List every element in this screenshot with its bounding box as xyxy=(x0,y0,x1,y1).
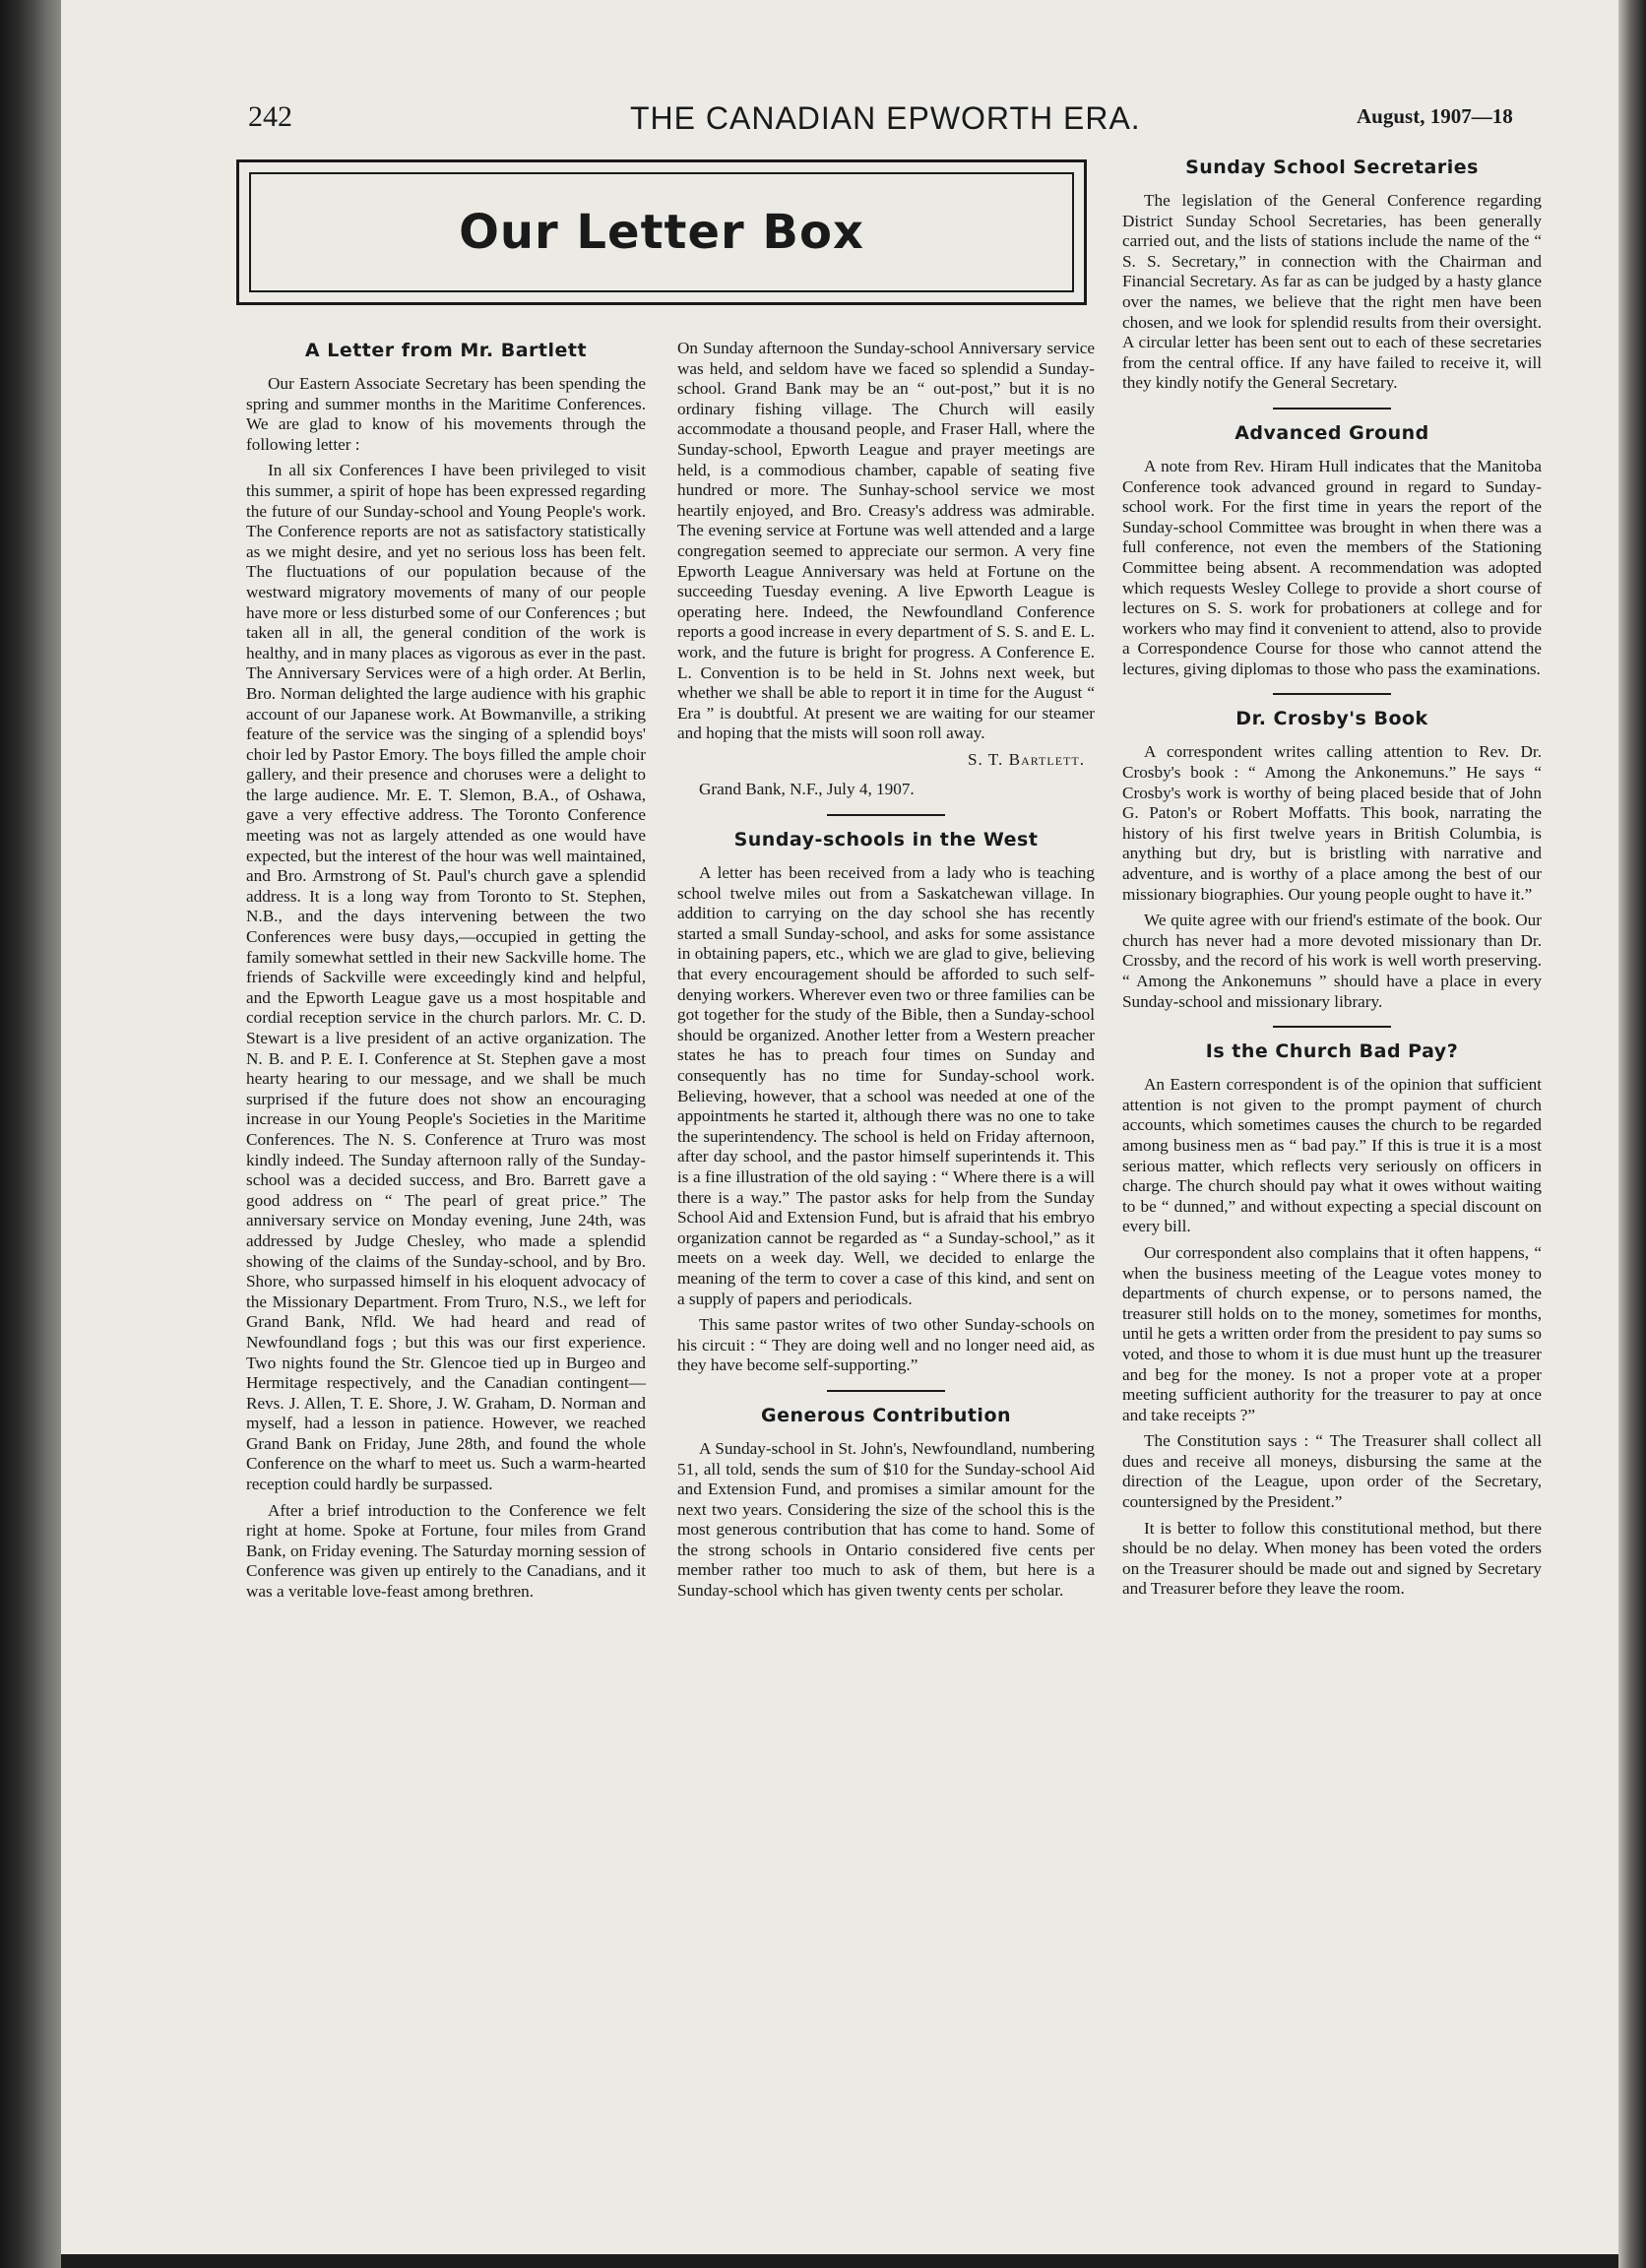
article-paragraph: We quite agree with our friend's estimate of the book. Our church has never had a more devoted missionary than Dr. Crossby, and the record of his work is well worth preserving. “ Among the Ankonemuns ” should have a place in every Sunday-school and missionary library. xyxy=(1122,911,1542,1011)
publication-title: THE CANADIAN EPWORTH ERA. xyxy=(630,100,1141,136)
article-title-bartlett: A Letter from Mr. Bartlett xyxy=(304,340,588,361)
issue-date: August, 1907—18 xyxy=(1357,104,1513,128)
article-paragraph: Our Eastern Associate Secretary has been spending the spring and summer months in the Maritime Conferences. We are glad to know of his movements through the following letter : xyxy=(246,374,646,454)
divider xyxy=(827,1390,945,1392)
article-paragraph: The Constitution says : “ The Treasurer shall collect all dues and receive all moneys, disbursing the same at the direction of the League, upon order of the Secretary, countersigned by the President.” xyxy=(1122,1431,1542,1512)
article-paragraph: In all six Conferences I have been privileged to visit this summer, a spirit of hope has been expressed regarding the future of our Sunday-school and Young People's work. The Conference reports are not as satisfactory statistically as we might desire, and yet no serious loss has been felt. The fluctuations of our population because of the westward migratory movements of many of our people have more or less disturbed some of our Conferences ; but taken all in all, the general condition of the work is healthy, and in many places as vigorous as ever in the past. The Anniversary Services were of a high order. At Berlin, Bro. Norman delighted the large audience with his graphic account of our Japanese work. At Bowmanville, a striking feature of the service was the singing of a splendid boys' choir led by Pastor Emory. The boys filled the ample choir gallery, and their presence and choruses were a delight to the large audience. Mr. E. T. Slemon, B.A., of Oshawa, gave a very effective address. The Toronto Conference meeting was not as largely attended as one would have expected, but the interest of the hour was well maintained, and Bro. Armstrong of St. Paul's church gave a splendid address. It is a long way from Toronto to St. Stephen, N.B., and the days intervening between the two Conferences were busy days,—occupied in getting the family somewhat settled in their new Sackville home. The friends of Sackville were exceedingly kind and helpful, and the Epworth League gave us a most hospitable and cordial reception service in the church parlors. Mr. C. D. Stewart is a live president of an active organization. The N. B. and P. E. I. Conference at St. Stephen gave a most hearty hearing to our message, and we shall be much surprised if the future does not show an encouraging increase in our Young People's Societies in the Maritime Conferences. The N. S. Conference at Truro was most kindly indeed. The Sunday afternoon rally of the Sunday-school was a decided success, and Bro. Barrett gave a good address on “ The pearl of great price.” The anniversary service on Monday evening, June 24th, was addressed by Judge Chesley, who made a splendid showing of the claims of the Sunday-school, and by Bro. Shore, who surpassed himself in his eloquent advocacy of the Missionary Department. From Truro, N.S., we left for Grand Bank, Nfld. We had heard and read of Newfoundland fogs ; but this was our first experience. Two nights found the Str. Glencoe tied up in Burgeo and Hermitage respectively, and the Canadian contingent—Revs. J. Allen, T. E. Shore, J. W. Graham, D. Norman and myself, had a lesson in patience. However, we reached Grand Bank on Friday, June 28th, and found the whole Conference on the wharf to meet us. Such a warm-hearted reception could hardly be surpassed. xyxy=(246,461,646,1494)
divider xyxy=(1273,1026,1391,1028)
column-1 xyxy=(246,339,646,1608)
section-title-box xyxy=(236,159,1087,305)
article-paragraph: Our correspondent also complains that it often happens, “ when the business meeting of the League votes money to departments of church expense, or to persons named, the treasurer still holds on to the money, sometimes for months, until he gets a written order from the president to pay sums so voted, and those to whom it is due must hunt up the treasurer and beg for the money. Is not a proper vote at a proper meeting sufficient authority for the treasurer to pay at once and take receipts ?” xyxy=(1122,1242,1542,1424)
article-paragraph: An Eastern correspondent is of the opinion that sufficient attention is not given to the prompt payment of church accounts, which sometimes causes the church to be regarded among business men as “ bad pay.” If this is true it is a most serious matter, which reflects very seriously on officers in charge. The church should pay what it owes without waiting to be “ dunned,” and without expecting a special discount on every bill. xyxy=(1122,1075,1542,1236)
column-3 xyxy=(1122,156,1542,1606)
divider xyxy=(1273,693,1391,695)
page-number: 242 xyxy=(248,100,292,133)
page-bottom-edge xyxy=(61,2254,1618,2268)
dateline: Grand Bank, N.F., July 4, 1907. xyxy=(699,780,915,799)
page-edge xyxy=(1618,0,1646,2268)
article-paragraph: A correspondent writes calling attention to Rev. Dr. Crosby's book : “ Among the Ankonemuns.” He says “ Crosby's work is worthy of being placed beside that of John G. Paton's or Robert Moffatts. This book, narrating the history of his first twelve years in British Columbia, is anything but dry, but is bristling with narrative and adventure, and is worthy of a place among the best of our missionary biographies. Our young people ought to have it.” xyxy=(1122,742,1542,904)
article-paragraph: The legislation of the General Conference regarding District Sunday School Secretaries, has been generally carried out, and the lists of stations include the name of the “ S. S. Secretary,” in connection with the Chairman and Financial Secretary. As far as can be judged by a hasty glance over the names, we believe that the right men have been chosen, and we look for splendid results from their oversight. A circular letter has been sent out to each of these secretaries from the central office. If any have failed to receive it, will they kindly notify the General Secretary. xyxy=(1122,191,1542,393)
article-title-advanced: Advanced Ground xyxy=(1234,421,1429,444)
article-title-generous: Generous Contribution xyxy=(760,1404,1012,1426)
article-paragraph: It is better to follow this constitutional method, but there should be no delay. When money has been voted the orders on the Treasurer should be made out and signed by Secretary and Treasurer before they leave the room. xyxy=(1122,1518,1542,1599)
book-binding xyxy=(0,0,61,2268)
divider xyxy=(1273,408,1391,410)
article-paragraph: A letter has been received from a lady who is teaching school twelve miles out from a Saskatchewan village. In addition to carrying on the day school she has recently started a small Sunday-school, and asks for some assistance in obtaining papers, etc., which we are glad to give, believing that every encouragement should be afforded to such self-denying workers. Wherever even two or three families can be got together for the study of the Bible, then a Sunday-school should be organized. Another letter from a Western preacher states he has to preach four times on Sunday and consequently has no time for Sunday-school work. Believing, however, that a school was needed at one of the appointments he started it, although there was no one to take the superintendency. The school is held on Friday afternoon, after day school, and the pastor himself superintends it. This is a fine illustration of the old saying : “ Where there is a will there is a way.” The pastor asks for help from the Sunday School Aid and Extension Fund, but is afraid that his embryo organization cannot be regarded as “ a Sunday-school,” as it meets on a week day. Well, we decided to enlarge the meaning of the term to cover a case of this kind, and sent on a supply of papers and periodicals. xyxy=(677,863,1095,1308)
article-paragraph: On Sunday afternoon the Sunday-school Anniversary service was held, and seldom have we faced so splendid a Sunday-school. Grand Bank may be an “ out-post,” but it is no ordinary fishing village. The Church will easily accommodate a thousand people, and Fraser Hall, where the Sunday-school, Epworth League and prayer meetings are held, is a commodious chamber, capable of seating five hundred or more. The Sunhay-school service we most heartily enjoyed, and Bro. Creasy's address was admirable. The evening service at Fortune was well attended and a large congregation seemed to appreciate our sermon. A very fine Epworth League Anniversary was held at Fortune on the succeeding Tuesday evening. A live Epworth League is operating here. Indeed, the Newfoundland Conference reports a good increase in every department of S. S. and E. L. work, and the future is bright for progress. A Conference E. L. Convention is to be held in St. Johns next week, but whether we shall be able to report it in time for the August “ Era ” is doubtful. At present we are waiting for our steamer and hoping that the mists will soon roll away. xyxy=(677,339,1095,743)
article-title-secretaries: Sunday School Secretaries xyxy=(1185,157,1479,178)
signature: S. T. Bartlett. xyxy=(967,749,1085,769)
divider xyxy=(827,814,945,816)
article-title-sunday-west: Sunday-schools in the West xyxy=(733,829,1039,851)
article-title-bad-pay: Is the Church Bad Pay? xyxy=(1205,1040,1459,1063)
article-paragraph: After a brief introduction to the Conference we felt right at home. Spoke at Fortune, four miles from Grand Bank, on Friday evening. The Saturday morning session of Conference was given up entirely to the Canadians, and it was a veritable love-feast among brethren. xyxy=(246,1500,646,1602)
article-paragraph: A note from Rev. Hiram Hull indicates that the Manitoba Conference took advanced ground in regard to Sunday-school work. For the first time in years the report of the Sunday-school Committee was brought in when there was a full conference, not even the members of the Stationing Committee being absent. A recommendation was adopted which requests Wesley College to provide a short course of lectures on S. S. work for probationers at college and for workers who may find it convenient to attend, also to provide a Correspondence Course for those who cannot attend the lectures, giving diplomas to those who pass the examinations. xyxy=(1122,456,1542,678)
article-paragraph: This same pastor writes of two other Sunday-schools on his circuit : “ They are doing well and no longer need aid, as they have become self-supporting.” xyxy=(677,1315,1095,1375)
section-title: Our Letter Box xyxy=(249,172,1074,292)
article-title-crosby: Dr. Crosby's Book xyxy=(1235,708,1428,730)
column-2 xyxy=(677,339,1095,1607)
article-paragraph: A Sunday-school in St. John's, Newfoundland, numbering 51, all told, sends the sum of $10 for the Sunday-school Aid and Extension Fund, and promises a similar amount for the next two years. Considering the size of the school this is the most generous contribution that has come to hand. Some of the strong schools in Ontario considered five cents per member rather too much to ask of them, but here is a Sunday-school which has given twenty cents per scholar. xyxy=(677,1438,1095,1601)
